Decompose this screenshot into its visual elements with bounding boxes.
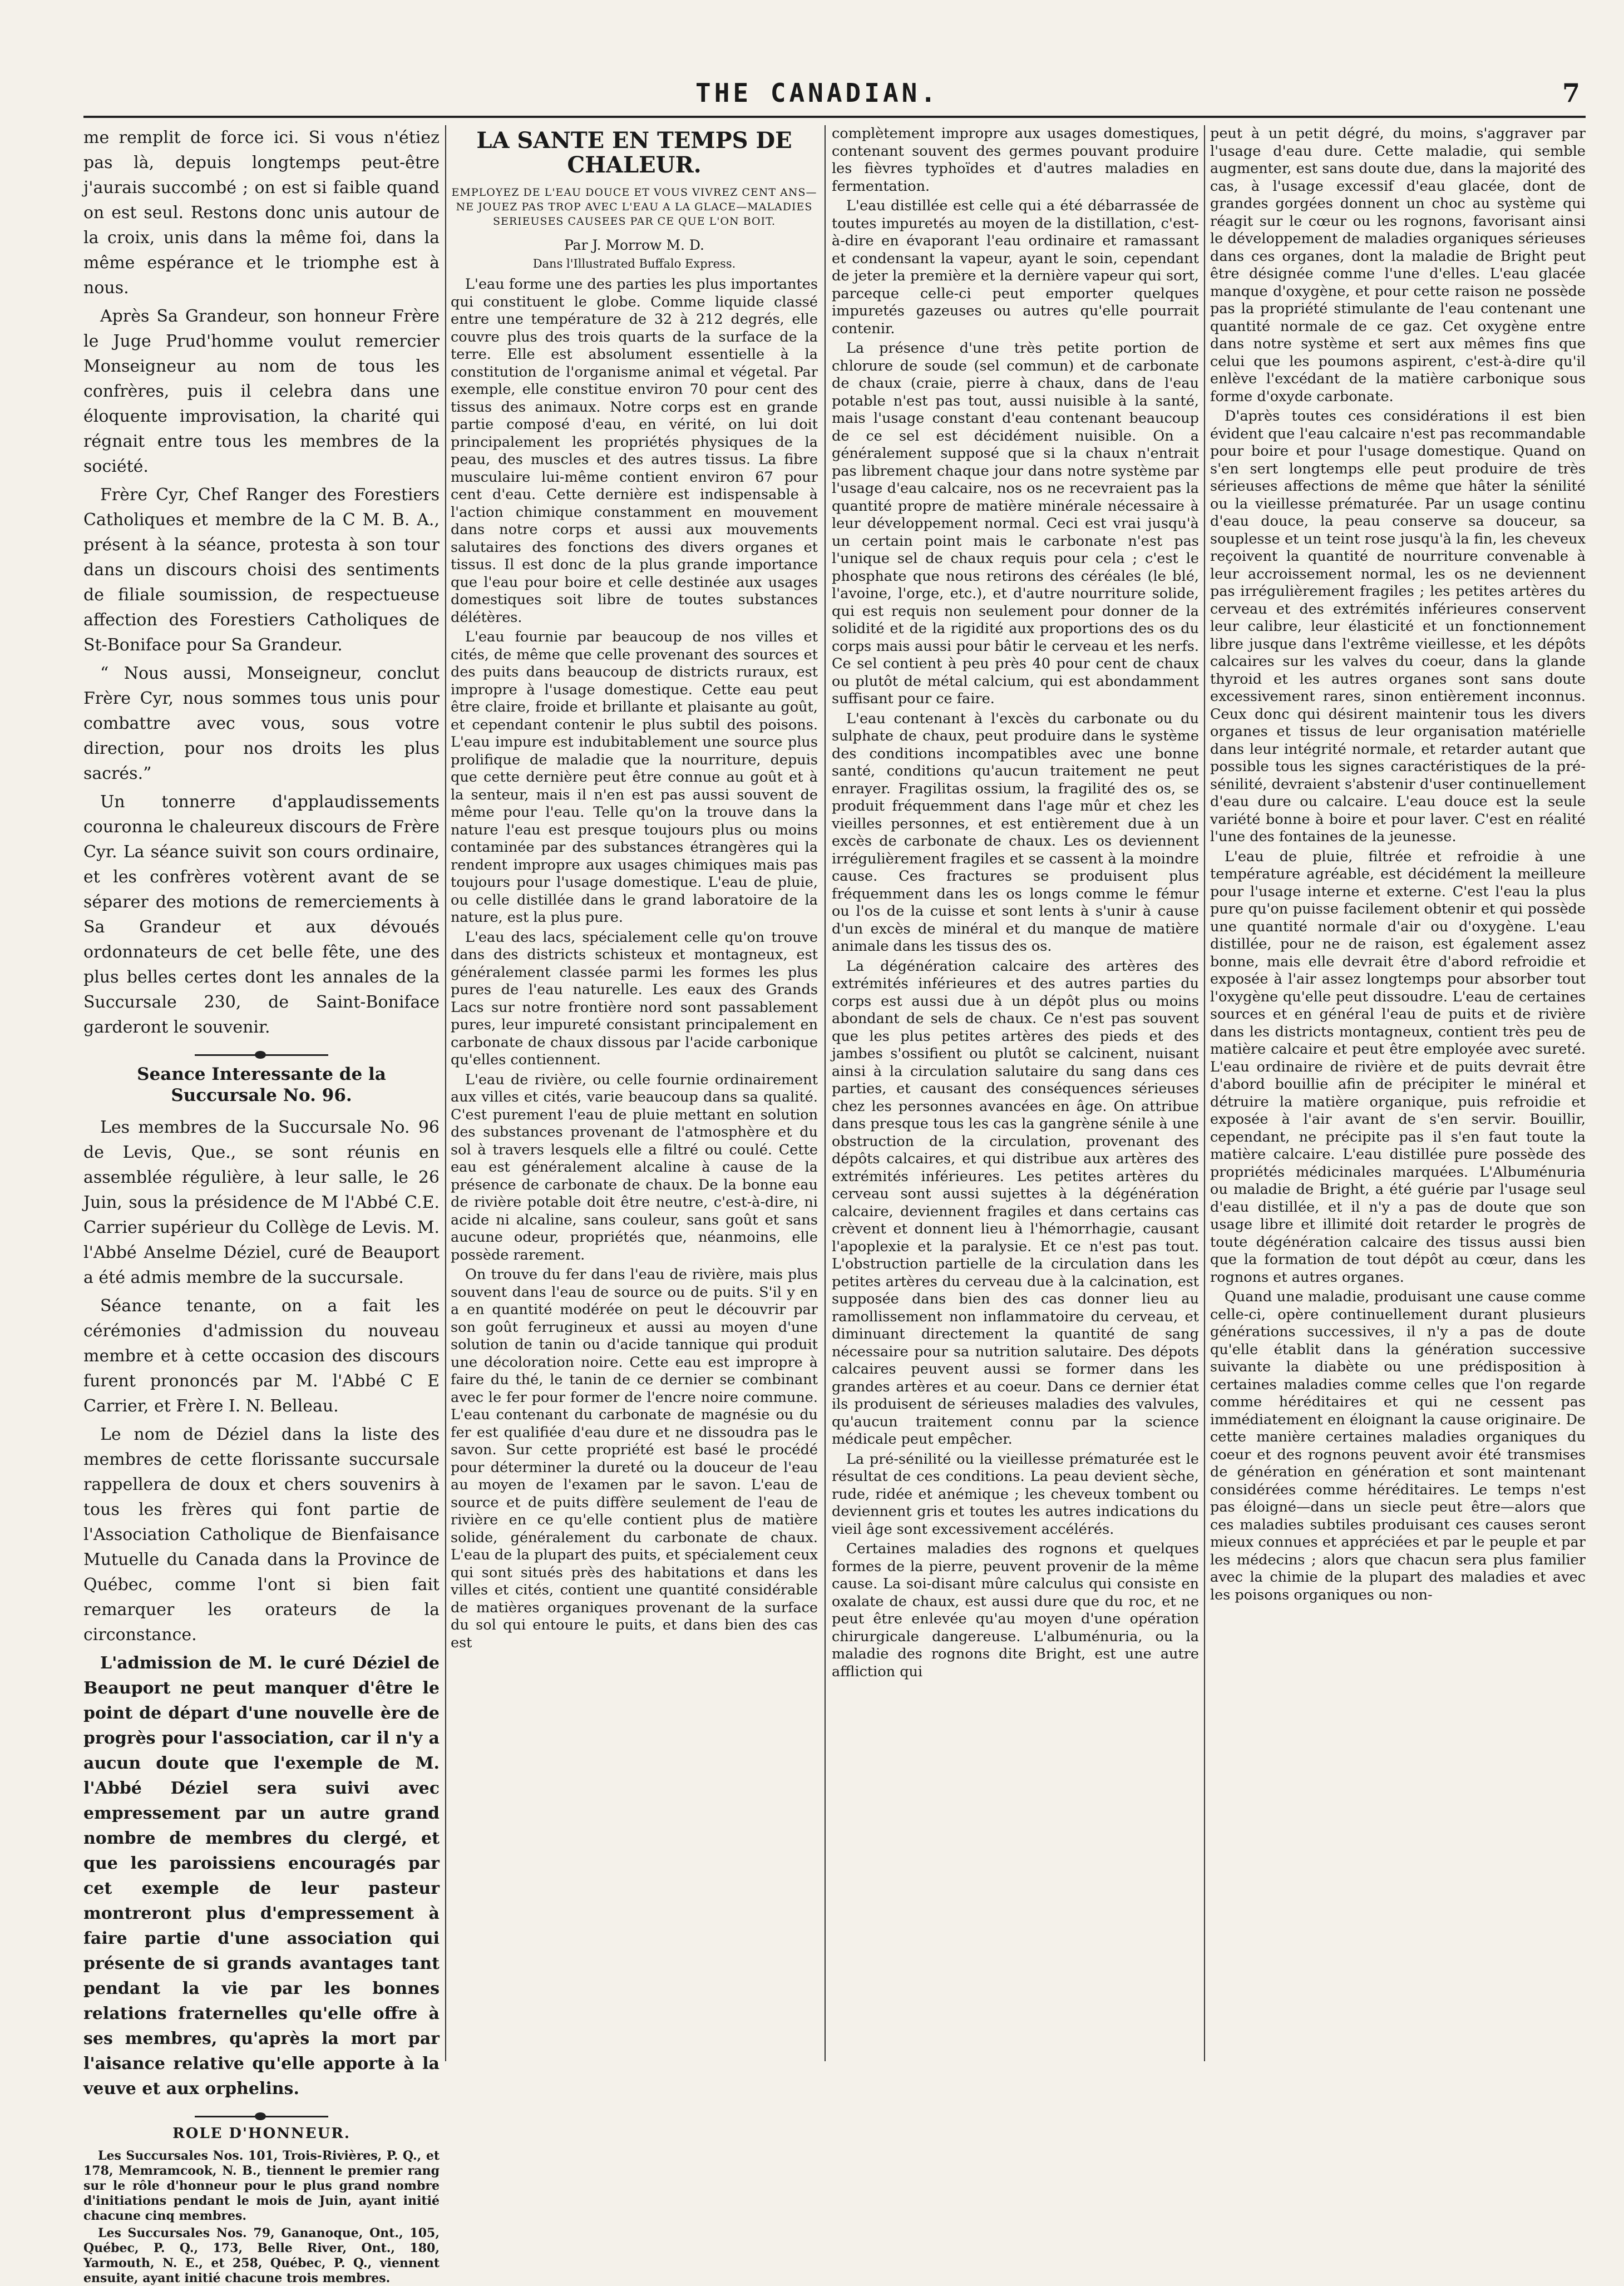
- seance-article: [83, 1115, 440, 2101]
- masthead: [83, 78, 1586, 111]
- article-paragraph: D'après toutes ces considérations il est bien évident que l'eau calcaire n'est pas recommandable pour boire et pour l'usage domestique. Quand on s'en sert longtemps elle peut produire de très sérieuses affections de même que hâter la sénilité ou la vieillesse prématurée. Par un usage continu d'eau douce, la peau conserve sa douceur, sa souplesse et un teint rose jusqu'à la fin, les cheveux reçoivent la quantité de nourriture convenable à leur accroissement normal, les os ne deviennent pas irrégulièrement fragiles ; les petites artères du cerveau et des extrémités inférieures conservent leur calibre, leur élasticité et un fonctionnement libre jusque dans l'extrême vieillesse, et les dépôts calcaires sur les valves du coeur, dans la glande thyroid et les autres organes sont sans doute excessivement rares, sinon entièrement inconnus. Ceux donc qui désirent maintenir tous les divers organes et tissus de leur organisation matérielle dans leur intégrité normale, et retarder autant que possible tous les signes caractéristiques de la pré-sénilité, devraient s'abstenir d'user continuellement d'eau dure ou calcaire. L'eau douce est la seule variété bonne à boire et pour laver. C'est en réalité l'une des fontaines de la jeunesse.: [1210, 408, 1586, 845]
- article-paragraph: peut à un petit dégré, du moins, s'aggraver par l'usage d'eau dure. Cette maladie, qui semble augmenter, est sans doute due, dans la majorité des cas, à l'usage excessif d'eau glacée, dont de grandes gorgées donnent un choc au système qui réagit sur le cœur ou les rognons, favorisant ainsi le développement de maladies organiques sérieuses dans ces organes, dont la maladie de Bright peut être désignée comme l'une d'elles. L'eau glacée manque d'oxygène, et pour cette raison ne possède pas la propriété stimulante de l'eau contenant une quantité normale de ce gaz. Cet oxygène entre dans notre système et sert aux mêmes fins que celui que les poumons aspirent, c'est-à-dire qu'il enlève l'excédant de la matière carbonique sous forme d'oxyde carbonate.: [1210, 125, 1586, 405]
- column-3: [832, 125, 1199, 2061]
- article-paragraph: Les Succursales Nos. 101, Trois-Rivières, P. Q., et 178, Memramcook, N. B., tiennent le premier rang sur le rôle d'honneur pour le plus grand nombre d'initiations pendant le mois de Juin, ayant initié chacune cinq membres.: [83, 2148, 440, 2223]
- article-paragraph: Les membres de la Succursale No. 96 de Levis, Que., se sont réunis en assemblée régulière, à leur salle, le 26 Juin, sous la présidence de M l'Abbé C.E. Carrier supérieur du Collège de Levis. M. l'Abbé Anselme Déziel, curé de Beauport a été admis membre de la succursale.: [83, 1118, 440, 1287]
- article-paragraph: Quand une maladie, produisant une cause comme celle-ci, opère continuellement durant plusieurs générations successives, il n'y a pas de doute qu'elle établit dans la génération successive suivante la diabète ou une prédisposition à certaines maladies comme celles que l'on regarde comme héréditaires et qui ne cessent pas immédiatement en éloignant la cause originaire. De cette manière certaines maladies organiques du coeur et des rognons peuvent avoir été transmises de génération en génération et sont maintenant considérées comme héréditaires. Le temps n'est pas éloigné—dans un siecle peut être—alors que ces maladies subtiles produisant ces causes seront mieux connues et appréciées et par le peuple et par les médecins ; alors que chacun sera plus familier avec la chimie de la plupart des maladies et avec les poisons organiques ou non-: [1210, 1288, 1586, 1603]
- page-number: 7: [1562, 78, 1580, 108]
- section-separator: [195, 2116, 328, 2117]
- article-paragraph: La dégénération calcaire des artères des extrémités inférieures et des autres parties du corps est aussi due à un dépôt plus ou moins abondant de sels de chaux. Ce n'est pas souvent que les plus petites artères des pieds et des jambes s'ossifient ou plutôt se calcinent, nuisant ainsi à la circulation salutaire du sang dans ces parties, et causant des conséquences sérieuses chez les personnes avancées en âge. On attribue dans presque tous les cas la gangrène sénile à une obstruction de la circulation, provenant des dépôts calcaires, et qui distribue aux artères des extrémités inférieures. Les petites artères du cerveau sont aussi sujettes à la dégénération calcaire, deviennent fragiles et dans certains cas crèvent et donnent lieu à l'hémorrhagie, causant l'apoplexie et la paralysie. Et ce n'est pas tout. L'obstruction partielle de la circulation dans les petites artères du cerveau due à la calcination, est supposée dans bien des cas donner lieu au ramollissement non inflammatoire du cerveau, et diminuant directement la quantité de sang nécessaire pour sa nutrition salutaire. Des dépots calcaires peuvent aussi se former dans les grandes artères et au coeur. Dans ce dernier état ils produisent de sérieuses maladies des valvules, qu'aucun traitement connu par la science médicale peut empêcher.: [832, 957, 1199, 1448]
- article-paragraph: me remplit de force ici. Si vous n'étiez pas là, depuis longtemps peut-être j'aurais succombé ; on est si faible quand on est seul. Restons donc unis autour de la croix, unis dans la même foi, dans la même espérance et le triomphe est à nous.: [83, 128, 440, 298]
- column-divider: [1204, 125, 1205, 2061]
- article-paragraph: Séance tenante, on a fait les cérémonies d'admission du nouveau membre et à cette occasion des discours furent prononcés par M. l'Abbé C E Carrier, et Frère I. N. Belleau.: [83, 1296, 440, 1416]
- article-paragraph: Frère Cyr, Chef Ranger des Forestiers Catholiques et membre de la C M. B. A., présent à la séance, protesta à son tour dans un discours choisi des sentiments de filiale soumission, de respectueuse affection des Forestiers Catholiques de St-Boniface pour Sa Grandeur.: [83, 485, 440, 655]
- article-byline: Par J. Morrow M. D.: [564, 237, 704, 253]
- article-paragraph: L'eau distillée est celle qui a été débarrassée de toutes impuretés au moyen de la distillation, c'est-à-dire en évaporant l'eau ordinaire et ramassant et condensant la vapeur, ayant le soin, cependant de jeter la première et la dernière vapeur qui sort, parceque celle-ci peut emporter quelques impuretés gazeuses ou autres qu'elle pourrait contenir.: [832, 198, 1199, 337]
- article-paragraph: La présence d'une très petite portion de chlorure de soude (sel commun) et de carbonate de chaux (craie, pierre à chaux, dans de l'eau potable n'est pas tout, aussi nuisible à la santé, mais l'usage constant d'eau contenant beaucoup de ce sel est décidément nuisible. On a généralement supposé que si la chaux n'entrait pas librement chaque jour dans notre système par l'usage d'eau calcaire, nos os ne recevraient pas la quantité propre de matière minérale nécessaire à leur développement normal. Ceci est vrai jusqu'à un certain point mais le carbonate n'est pas l'unique sel de chaux requis pour cela ; c'est le phosphate que nous retirons des céréales (le blé, l'avoine, l'orge, etc.), et d'autre nourriture solide, qui est requis non seulement pour donner de la solidité et de la rigidité aux proportions des os du corps mais aussi pour bâtir le cerveau et les nerfs. Ce sel contient à peu près 40 pour cent de chaux ou plutôt de métal calcium, qui est abondamment suffisant pour ce faire.: [832, 340, 1199, 707]
- article-paragraph: L'eau forme une des parties les plus importantes qui constituent le globe. Comme liquide classé entre une température de 32 à 212 degrés, elle couvre plus des trois quarts de la surface de la terre. Elle est absolument essentielle à la constitution de l'organisme animal et végetal. Par exemple, elle constitue environ 70 pour cent des tissus des animaux. Notre corps est en grande partie composé d'eau, en vérité, on lui doit principalement les propriétés physiques de la peau, des muscles et des autres tissus. La fibre musculaire lui-même contient environ 67 pour cent d'eau. Cette dernière est indispensable à l'action chimique constamment en mouvement dans notre corps et aussi aux mouvements salutaires des fonctions des divers organes et tissus. Il est donc de la plus grande importance que l'eau pour boire et celle destinée aux usages domestiques soit libre de toutes substances délétères.: [451, 276, 818, 626]
- article-paragraph: L'admission de M. le curé Déziel de Beauport ne peut manquer d'être le point de départ d'une nouvelle ère de progrès pour l'association, car il n'y a aucun doute que l'exemple de M. l'Abbé Déziel sera suivi avec empressement par un autre grand nombre de membres du clergé, et que les paroissiens encouragés par cet exemple de leur pasteur montreront plus d'empressement à faire partie d'une association qui présente de si grands avantages tant pendant la vie par les bonnes relations fraternelles qu'elle offre à ses membres, qu'après la mort par l'aisance relative qu'elle apporte à la veuve et aux orphelins.: [83, 1653, 440, 2099]
- article-subheading: EMPLOYEZ DE L'EAU DOUCE ET VOUS VIVREZ CENT ANS—NE JOUEZ PAS TROP AVEC L'EAU A LA GLACE—MALADIES SERIEUSES CAUSEES PAR CE QUE L'ON BOIT.: [451, 186, 817, 228]
- article-paragraph: Les Succursales Nos. 79, Gananoque, Ont., 105, Québec, P. Q., 173, Belle River, Ont., 180, Yarmouth, N. E., et 258, Québec, P. Q., viennent ensuite, ayant initié chacune trois membres.: [83, 2225, 440, 2285]
- article-paragraph: L'eau de pluie, filtrée et refroidie à une température agréable, est décidément la meilleure pour l'usage interne et externe. C'est l'eau la plus pure qu'on puisse facilement obtenir et qui possède une quantité normale d'air ou d'oxygène. L'eau distillée, pour ne de raison, est également assez bonne, mais elle devrait être d'abord refroidie et exposée à l'air assez longtemps pour absorber tout l'oxygène qu'elle peut dissoudre. L'eau de certaines sources et en général l'eau de puits et de rivière dans les districts montagneux, contient très peu de matière calcaire et peut être employée avec sureté. L'eau ordinaire de rivière et de puits devrait être d'abord bouillie afin de précipiter le minéral et détruire la matière organique, puis refroidie et exposée à l'air avant de s'en servir. Bouillir, cependant, ne précipite pas il s'en faut toute la matière calcaire. L'eau distillée pure possède des propriétés médicinales marquées. L'Albuménuria ou maladie de Bright, a été guérie par l'usage seul d'eau distillée, et il n'y a pas de doute que son usage libre et illimité doit retarder le progrès de toute dégénération calcaire des tissus aussi bien que la formation de tout dépôt au cœur, dans les rognons et autres organes.: [1210, 848, 1586, 1286]
- article-headline: LA SANTE EN TEMPS DE CHALEUR.: [476, 127, 792, 178]
- section-separator: [195, 1054, 328, 1056]
- masthead-rule: [83, 116, 1586, 118]
- article-paragraph: Certaines maladies des rognons et quelques formes de la pierre, peuvent provenir de la même cause. La soi-disant mûre calculus qui consiste en oxalate de chaux, est aussi dure que du roc, et ne peut être enlevée qu'au moyen d'une opération chirurgicale dangereuse. L'albuménuria, ou la maladie des rognons dite Bright, est une autre affliction qui: [832, 1541, 1199, 1680]
- role-article: [83, 2149, 440, 2286]
- column-divider: [825, 125, 826, 2061]
- article-paragraph: On trouve du fer dans l'eau de rivière, mais plus souvent dans l'eau de source ou de puits. S'il y en a en quantité modérée on peut le découvrir par son goût ferrugineux et aussi au moyen d'une solution de tanin ou d'acide tannique qui produit une décoloration noire. Cette eau est impropre à faire du thé, le tanin de ce dernier se combinant avec le fer pour former de l'encre noire commune. L'eau contenant du carbonate de magnésie ou du fer est qualifiée d'eau dure et ne dissoudra pas le savon. Sur cette propriété est basé le procédé pour déterminer la dureté ou la douceur de l'eau au moyen de l'examen par le savon. L'eau de source et de puits diffère seulement de l'eau de rivière en ce qu'elle contient plus de matière solide, généralement du carbonate de chaux. L'eau de la plupart des puits, et spécialement ceux qui sont situés près des habitations et dans les villes et cités, contient une quantité considérable de matières organiques provenant de la surface du sol qui entoure le puits, et dans bien des cas est: [451, 1266, 818, 1651]
- continued-article: [83, 125, 440, 1040]
- article-paragraph: L'eau fournie par beaucoup de nos villes et cités, de même que celle provenant des sources et des puits dans beaucoup de districts ruraux, est impropre à l'usage domestique. Cette eau peut être claire, froide et brillante et plaisante au goût, et cependant contenir le plus subtil des poisons. L'eau impure est indubitablement une source plus prolifique de maladie que la nourriture, depuis que cette dernière peut être connue au goût et à la senteur, mais il n'en est pas aussi souvent de même pour l'eau. Telle qu'on la trouve dans la nature l'eau est presque toujours plus ou moins contaminée par des substances étrangères qui la rendent impropre aux usages chimiques mais pas toujours pour l'usage domestique. L'eau de pluie, ou celle distillée dans le grand laboratoire de la nature, est la plus pure.: [451, 629, 818, 926]
- section-title: Seance Interessante de la Succursale No. 96.: [137, 1064, 386, 1105]
- column-4: [1210, 125, 1586, 2061]
- article-paragraph: complètement impropre aux usages domestiques, contenant souvent des germes pouvant produire les fièvres typhoïdes et d'autres maladies en fermentation.: [832, 125, 1199, 195]
- article-paragraph: Le nom de Déziel dans la liste des membres de cette florissante succursale rappellera de doux et chers souvenirs à tous les frères qui font partie de l'Association Catholique de Bienfaisance Mutuelle du Canada dans la Province de Québec, comme l'ont si bien fait remarquer les orateurs de la circonstance.: [83, 1425, 440, 1645]
- column-2: [451, 125, 818, 2061]
- article-paragraph: Après Sa Grandeur, son honneur Frère le Juge Prud'homme voulut remercier Monseigneur au nom de tous les confrères, puis il celebra dans une éloquente improvisation, la charité qui régnait entre tous les membres de la société.: [83, 307, 440, 476]
- article-paragraph: L'eau contenant à l'excès du carbonate ou du sulphate de chaux, peut produire dans le système des conditions incompatibles avec une bonne santé, conditions qu'aucun traitement ne peut enrayer. Fragilitas ossium, la fragilité des os, se produit fréquemment dans l'age mûr et chez les vieilles personnes, et est entièrement due à un excès de carbonate de chaux. Les os deviennent irrégulièrement fragiles et se cassent à la moindre cause. Ces fractures se produisent plus fréquemment dans les os longs comme le fémur ou l'os de la cuisse et sont lents à s'unir à cause d'un excès de minéral et du manque de matière animale dans les tissus des os.: [832, 710, 1199, 955]
- article-paragraph: L'eau des lacs, spécialement celle qu'on trouve dans des districts schisteux et montagneux, est généralement classée parmi les formes les plus pures de l'eau naturelle. Les eaux des Grands Lacs sur notre frontière nord sont passablement pures, leur impureté consistant principalement en carbonate de chaux dissous par l'acide carbonique qu'elles contiennent.: [451, 929, 818, 1068]
- column-divider: [445, 125, 446, 2061]
- article-paragraph: L'eau de rivière, ou celle fournie ordinairement aux villes et cités, varie beaucoup dans sa qualité. C'est purement l'eau de pluie mettant en solution des substances provenant de l'atmosphère et du sol à travers lesquels elle a filtré ou coulé. Cette eau est généralement alcaline à cause de la présence de carbonate de chaux. De la bonne eau de rivière potable doit être neutre, c'est-à-dire, ni acide ni alcaline, sans couleur, sans goût et sans aucune odeur, propriétés que, néanmoins, elle possède rarement.: [451, 1071, 818, 1263]
- column-1: [83, 125, 440, 2285]
- article-paragraph: Un tonnerre d'applaudissements couronna le chaleureux discours de Frère Cyr. La séance suivit son cours ordinaire, et les confrères votèrent avant de se séparer des motions de remerciements à Sa Grandeur et aux dévoués ordonnateurs de cet belle fête, une des plus belles certes dont les annales de la Succursale 230, de Saint-Boniface garderont le souvenir.: [83, 792, 440, 1037]
- article-credit: Dans l'Illustrated Buffalo Express.: [532, 256, 736, 270]
- section-title: ROLE D'HONNEUR.: [172, 2125, 351, 2142]
- article-paragraph: “ Nous aussi, Monseigneur, conclut Frère Cyr, nous sommes tous unis pour combattre avec vous, sous votre direction, pour nos droits les plus sacrés.”: [83, 664, 440, 783]
- article-paragraph: La pré-sénilité ou la vieillesse prématurée est le résultat de ces conditions. La peau devient sèche, rude, ridée et anémique ; les cheveux tombent ou deviennent gris et toutes les autres indications du vieil âge sont excessivement accélérés.: [832, 1450, 1199, 1538]
- masthead-title: THE CANADIAN.: [695, 78, 940, 108]
